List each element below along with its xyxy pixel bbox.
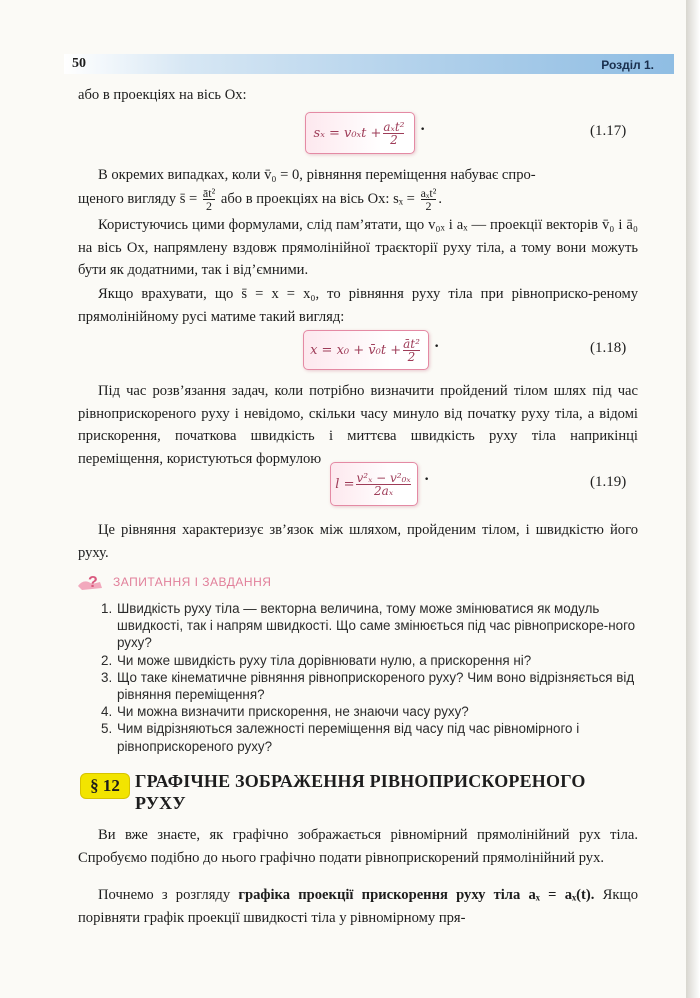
formula-1-18 <box>303 330 429 370</box>
question-item: 2. Чи може швидкість руху тіла дорівнювати нулю, а прискорення ні? <box>101 652 532 668</box>
equation-number-1-17: (1.17) <box>590 123 627 139</box>
svg-text:?: ? <box>88 574 98 591</box>
paragraph-motion-equation: Якщо врахувати, що s̄ = x = x₀, то рівняння руху тіла при рівноприско-реному прямолінійному русі матиме такий вигляд: <box>78 286 638 325</box>
formula-1-18-numerator: āt² <box>403 336 420 351</box>
question-item: 4. Чи можна визначити прискорення, не знаючи часу руху? <box>101 704 469 720</box>
inline-fraction-2: $\frac{\text{aₓt²}}{2}$ <box>420 186 437 213</box>
paragraph-simplified-form: щеного вигляду s̄ = $\frac{\text{āt²}}{2}$ або в проекціях на вісь Ox: sₓ = $\frac{\text{aₓt²}}{2}$ . <box>78 186 442 213</box>
paragraph-projection-intro: або в проекціях на вісь Ox: <box>78 87 247 103</box>
formula-1-19-denominator: 2aₓ <box>374 483 394 498</box>
formula-1-19-fraction <box>356 472 410 497</box>
formula-1-18-fraction <box>403 338 420 363</box>
formula-1-17-numerator: aₓt² <box>383 119 405 134</box>
formula-1-17-fraction <box>383 121 404 146</box>
question-mark-icon <box>76 572 106 592</box>
textbook-page: 50 Розділ 1. або в проекціях на вісь Ox: sₓ = v₀ₓt + $\frac{\text{aₓt²}}{2}$ · (1.17) В окремих випадках, коли v̄₀ = 0, рівняння переміщення набуває спро- щеного вигляду s̄ = $\frac{\text{āt²}}{2}$ або в проекціях на вісь Ox: sₓ = $\frac{\text{aₓt²}}{2}$ . Користуючись цими формулами, слід пам’ятати, що v₀ₓ і aₓ — проекції векторів v̄₀ і ā₀ на вісь Ox, напрямлену вздовж прямолінійної траєкторії руху тіла, а тому вони можуть бути як додатними, так і від’ємними. Якщо врахувати, що s̄ = x = x₀, то рівняння руху тіла при рівноприско-реному прямолінійному русі матиме такий вигляд: x = x₀ + v̄₀t + $\frac{\text{āt²}}{2}$ · (1.18) Під час розв’язання задач, коли потрібно визначити пройдений тілом шлях під час рівноприскореного руху і невідомо, скільки часу минуло від початку руху тіла, а відомі прискорення, початкова швидкість і миттєва швидкість руху тіла наприкінці переміщення, користуються формулою l = $\frac{\text{v²ₓ − v²₀ₓ}}{\text{2aₓ}}$ · (1.19) Це рівняння характеризує зв’язок між шляхом, пройденим тілом, і швидкістю його руху. ? ЗАПИТАННЯ І ЗАВДАННЯ 1. Швидкість руху тіла — векторна величина, тому може змінюватися як модуль швидкості, так і напрям швидкості. Що саме змінюється під час рівноприскоре-ного руху? 2. Чи може швидкість руху тіла дорівнювати нулю, а прискорення ні? 3. Що таке кінематичне рівняння рівноприскореного руху? Чим воно відрізняється від рівняння переміщення? 4. Чи можна визначити прискорення, не знаючи часу руху? 5. Чим відрізняються залежності переміщення від часу під час рівномірного і рівноприскореного руху? § 12 ГРАФІЧНЕ ЗОБРАЖЕННЯ РІВНОПРИСКОРЕНОГО РУХУ Ви вже знаєте, як графічно зображається рівномірний прямолінійний рух тіла. Спробуємо подібно до нього графічно подати рівноприскорений прямолінійний рух. Почнемо з розгляду графіка проекції прискорення руху тіла aₓ = aₓ(t). Якщо порівняти графік проекції швидкості тіла у рівномірному пря- <box>0 0 686 998</box>
inline-fraction-1: $\frac{\text{āt²}}{2}$ <box>202 186 216 213</box>
formula-1-19-numerator: v²ₓ − v²₀ₓ <box>356 470 411 485</box>
formula-1-19 <box>330 462 418 506</box>
paragraph-special-case: В окремих випадках, коли v̄₀ = 0, рівняння переміщення набуває спро- <box>98 167 536 183</box>
formula-1-19-lhs: l = <box>335 476 355 492</box>
formula-1-17 <box>305 112 415 154</box>
section-badge: § 12 <box>80 773 130 799</box>
section-title: ГРАФІЧНЕ ЗОБРАЖЕННЯ РІВНОПРИСКОРЕНОГО РУХУ <box>135 771 586 813</box>
bold-term: графіка проекції прискорення руху тіла aₓ = aₓ(t). <box>238 887 595 903</box>
formula-1-18-denominator: 2 <box>407 349 416 364</box>
formula-1-18-lhs: x = x₀ + v̄₀t + <box>310 342 402 358</box>
paragraph-problem-solving: Під час розв’язання задач, коли потрібно визначити пройдений тілом шлях під час рівноприскореного руху і невідомо, скільки часу минуло від початку руху тіла, а відомі прискорення, початкова швидкість і миттєва швидкість руху тіла наприкінці переміщення, користуються формулою <box>78 383 638 467</box>
section-reference: Розділ 1. <box>601 58 654 72</box>
question-item: 5. Чим відрізняються залежності переміщення від часу під час рівномірного і рівноприскореного руху? <box>101 721 580 754</box>
page-number: 50 <box>72 56 86 71</box>
formula-1-17-lhs: sₓ = v₀ₓt + <box>313 125 382 141</box>
equation-number-1-19: (1.19) <box>590 474 627 490</box>
questions-title: ЗАПИТАННЯ І ЗАВДАННЯ <box>113 575 272 589</box>
paragraph-graph-intro: Ви вже знаєте, як графічно зображається рівномірний прямолінійний рух тіла. Спробуємо подібно до нього графічно подати рівноприскорений прямолінійний рух. <box>78 827 638 866</box>
paragraph-acceleration-graph: Почнемо з розгляду графіка проекції прискорення руху тіла aₓ = aₓ(t). Якщо порівняти графік проекції швидкості тіла у рівномірному пря- <box>78 887 638 926</box>
formula-1-17-denominator: 2 <box>390 132 398 147</box>
paragraph-relation: Це рівняння характеризує зв’язок між шляхом, пройденим тілом, і швидкістю його руху. <box>78 522 638 561</box>
page-edge <box>686 0 700 998</box>
question-item: 1. Швидкість руху тіла — векторна величина, тому може змінюватися як модуль швидкості, так і напрям швидкості. Що саме змінюється під час рівноприскоре-ного руху? <box>101 601 636 651</box>
equation-number-1-18: (1.18) <box>590 340 627 356</box>
header-bar <box>64 54 674 74</box>
paragraph-projections-note: Користуючись цими формулами, слід пам’ятати, що v₀ₓ і aₓ — проекції векторів v̄₀ і ā₀ на вісь Ox, напрямлену вздовж прямолінійної траєкторії руху тіла, а тому вони можуть бути як додатними, так і від’ємними. <box>78 217 638 278</box>
questions-list <box>101 600 641 755</box>
question-item: 3. Що таке кінематичне рівняння рівноприскореного руху? Чим воно відрізняється від рівняння переміщення? <box>101 669 635 703</box>
